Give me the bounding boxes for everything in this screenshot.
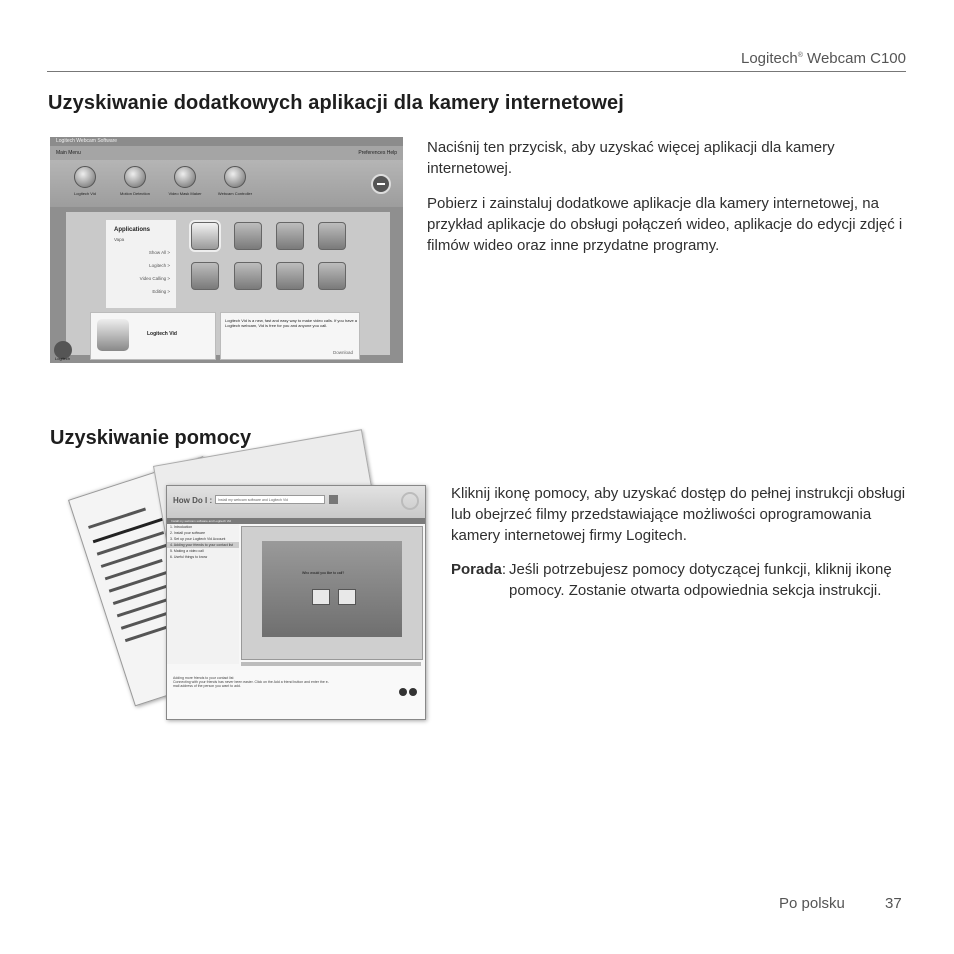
download-link: Download	[332, 350, 353, 355]
help-topic-bar: Install my webcam software and Logitech Vid	[167, 518, 425, 524]
main-menu-link: Main Menu	[56, 150, 81, 156]
vid-description-card: Logitech Vid is a new, fast and easy way to make video calls. If you have a Logitech webcam, Vid is free for you and anyone you call. Download	[220, 312, 360, 360]
section1-paragraph-2: Pobierz i zainstaluj dodatkowe aplikacje dla kamery internetowej, na przykład aplikacje do obsługi połączeń wideo, aplikacje do edycji zdjęć i filmów wideo oraz inne przydatne programy.	[427, 195, 903, 254]
section2-paragraph: Kliknij ikonę pomocy, aby uzyskać dostęp do pełnej instrukcji obsługi lub obejrzeć filmy przedstawiające możliwości oprogramowania kamery internetowej firmy Logitech.	[451, 485, 906, 544]
previous-icon	[399, 688, 407, 696]
next-icon	[409, 688, 417, 696]
help-video-frame	[241, 526, 423, 660]
app-tile-masks	[318, 222, 346, 250]
help-screenshot	[58, 460, 426, 730]
app-tile-skype	[191, 262, 219, 290]
window-title: Logitech Webcam Software	[50, 137, 403, 146]
video-timeline	[241, 662, 421, 666]
help-search-field: Install my webcam software and Logitech Vid	[215, 495, 325, 504]
app-tile-post	[234, 222, 262, 250]
app-tile-vid	[191, 222, 219, 250]
section2-heading: Uzyskiwanie pomocy	[50, 427, 252, 449]
help-window	[166, 485, 426, 720]
vid-card: Logitech Vid	[90, 312, 216, 360]
video-call-icon	[312, 589, 330, 605]
help-text-area: Adding more friends to your contact list Connecting with your friends has never been easier. Click on the Add a friend button and enter the e-mail address of the person you want to add.	[167, 670, 425, 719]
toolbar-item-controller: Webcam Controller	[210, 166, 260, 196]
apps-title: Applications	[114, 227, 151, 233]
toolbar-item-motion: Motion Detection	[110, 166, 160, 196]
more-apps-button-icon	[371, 174, 391, 194]
help-header	[167, 486, 425, 518]
tip-label: Porada:	[451, 561, 507, 578]
video-mask-icon	[174, 166, 196, 188]
app-tile-check	[318, 262, 346, 290]
webcam-controller-icon	[224, 166, 246, 188]
app-tile-effects	[234, 262, 262, 290]
page-number: 37	[885, 895, 902, 912]
header-divider	[47, 71, 906, 72]
vid-icon	[97, 319, 129, 351]
footer-language: Po polsku	[779, 895, 845, 912]
how-do-i-label: How Do I :	[173, 496, 213, 505]
app-tile-meeting	[276, 262, 304, 290]
toolbar-item-mask: Video Mask Maker	[160, 166, 210, 196]
main-area: Applications Vapa Show All > Logitech > Video Calling > Editing > Logitech Vid Logitech Vid is a new, fast and easy way to make video calls. If you have a Logitech webcam, Vid is free for you and anyone you call. Download Logitech	[50, 207, 403, 363]
app-tile-camera	[276, 222, 304, 250]
section1-heading: Uzyskiwanie dodatkowych aplikacji dla kamery internetowej	[48, 92, 624, 114]
toolbar-item-vid: Logitech Vid	[60, 166, 110, 196]
applications-panel	[66, 212, 390, 355]
menu-bar	[50, 146, 403, 160]
vid-icon	[74, 166, 96, 188]
video-screen: Who would you like to call?	[262, 541, 402, 637]
motion-detection-icon	[124, 166, 146, 188]
help-topics-list: 1. Introduction 2. Install your software 3. Set up your Logitech Vid Account 4. Adding your friends to your contact list 5. Making a video call 6. Useful things to know	[167, 524, 239, 664]
header-brand: Logitech® Webcam C100	[741, 50, 906, 67]
tip-text: Jeśli potrzebujesz pomocy dotyczącej funkcji, kliknij ikonę pomocy. Zostanie otwarta odpowiednia sekcja instrukcji.	[509, 561, 892, 599]
preferences-help-links: Preferences Help	[358, 150, 397, 156]
search-go-icon	[329, 495, 338, 504]
apps-list: Applications Vapa Show All > Logitech > Video Calling > Editing >	[106, 220, 176, 308]
tip-block	[451, 559, 911, 601]
toolbar	[50, 160, 403, 207]
help-circle-icon	[401, 492, 419, 510]
phone-call-icon	[338, 589, 356, 605]
section1-paragraph-1: Naciśnij ten przycisk, aby uzyskać więcej aplikacji dla kamery internetowej.	[427, 139, 835, 177]
webcam-software-screenshot	[50, 137, 403, 363]
